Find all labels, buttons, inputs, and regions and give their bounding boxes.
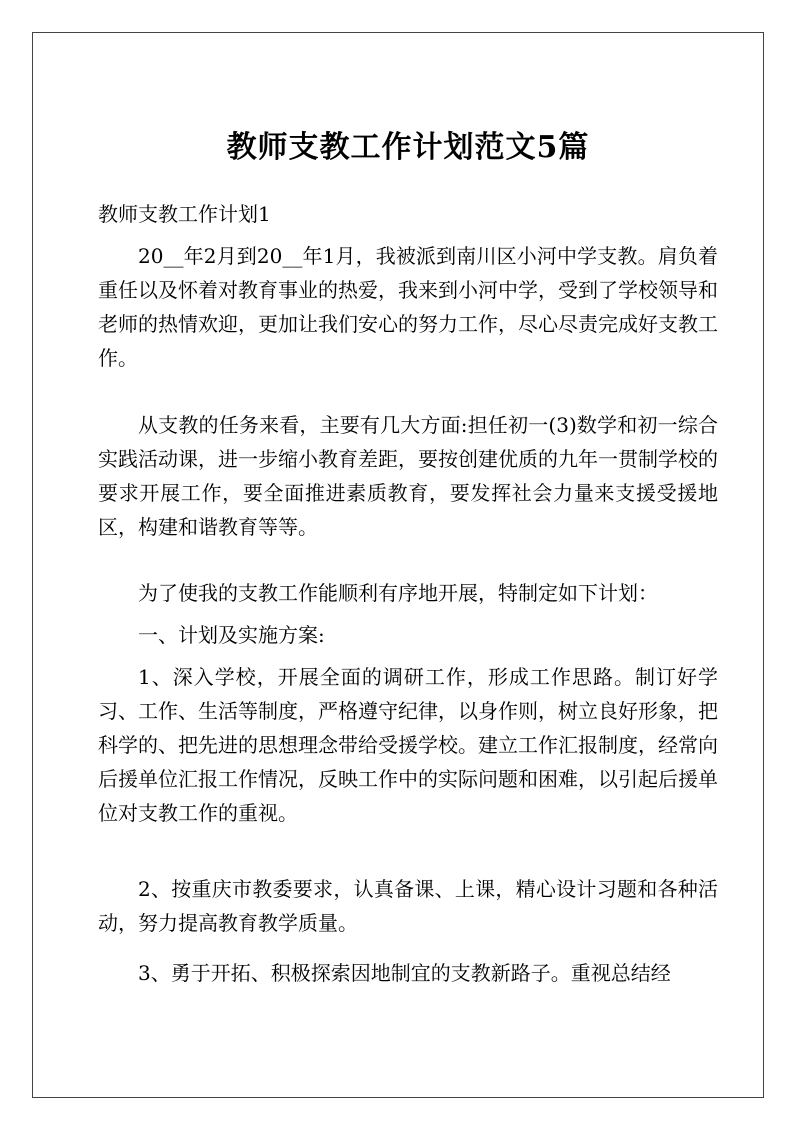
- paragraph-item-1: 1、深入学校，开展全面的调研工作，形成工作思路。制订好学习、工作、生活等制度，严格遵守纪律，以身作则，树立良好形象，把科学的、把先进的思想理念带给受援学校。建立工作汇报制度，经常向后援单位汇报工作情况，反映工作中的实际问题和困难，以引起后援单位对支教工作的重视。: [98, 665, 718, 825]
- paragraph-subheading: 一、计划及实施方案:: [138, 623, 325, 647]
- paragraph-item-3: 3、勇于开拓、积极探索因地制宜的支教新路子。重视总结经: [138, 961, 671, 985]
- paragraph-plan-intro: 为了使我的支教工作能顺利有序地开展，特制定如下计划：: [138, 581, 658, 605]
- document-title: 教师支教工作计划范文5篇: [226, 130, 590, 165]
- paragraph-intro: 20__年2月到20__年1月，我被派到南川区小河中学支教。肩负着重任以及怀着对教育事业的热爱，我来到小河中学，受到了学校领导和老师的热情欢迎，更加让我们安心的努力工作，尽心尽责完成好支教工作。: [98, 244, 718, 370]
- paragraph-item-2: 2、按重庆市教委要求，认真备课、上课，精心设计习题和各种活动，努力提高教育教学质量。: [98, 877, 718, 935]
- paragraph-tasks: 从支教的任务来看，主要有几大方面:担任初一(3)数学和初一综合实践活动课，进一步缩小教育差距，要按创建优质的九年一贯制学校的要求开展工作，要全面推进素质教育，要发挥社会力量来支援受援地区，构建和谐教育等等。: [98, 413, 718, 539]
- section-heading: 教师支教工作计划1: [98, 202, 271, 226]
